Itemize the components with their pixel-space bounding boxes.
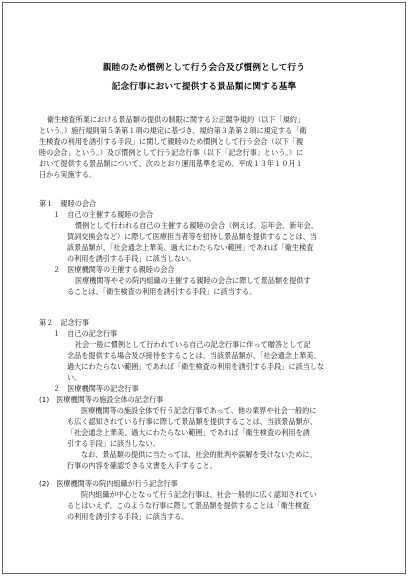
subitem-heading: (1) 医療機関等の施設全体の記念行事 (39, 395, 164, 404)
item-heading: ２ 医療機関等の主催する親睦の会合 (53, 265, 175, 274)
intro-line: 生検査の利用を誘引する手段」に関して親睦のため慣例として行う会合（以下「親 (39, 137, 304, 146)
body-line: 賀詞交換会など）に際して医療担当者等を招待し景品類を提供することは、当 (67, 232, 317, 241)
intro-line: 日から実施する。 (39, 170, 97, 179)
section-heading: 第１ 親睦の会合 (39, 199, 97, 208)
body-line: るとはいえず、このような行事に際して景品類を提供することは「衛生検査 (67, 501, 310, 510)
subitem-heading: (2) 医療機関等の院内組織が行う記念行事 (39, 479, 178, 488)
body-line: 社会一般に慣例として行われている自己の記念行事に伴って贈答として記 (75, 340, 311, 349)
item-heading: １ 自己の記念行事 (53, 329, 118, 338)
body-line: なお、景品類の提供に当たっては、社会的批判や誤解を受けないために、 (81, 450, 317, 459)
document-content (3, 3, 405, 573)
body-line: の利用を誘引する手段」に該当する。 (67, 512, 189, 521)
body-line: 「社会通念上華美、過大にわたらない範囲」であれば「衛生検査の利用を誘 (67, 428, 310, 437)
body-line: 医療機関等の施設全体で行う記念行事であって、他の業界や社会一般的に (81, 406, 317, 415)
body-line: 医療機関等やその院内組織の主催する親睦の会合に際して景品類を提供す (75, 276, 311, 285)
intro-line: 睦の会合」という。）及び慣例として行う記念行事（以下「記念行事」という。）に (39, 148, 304, 157)
body-line: 院内組織が中心となって行う記念行事は、社会一般的に広く認知されてい (81, 490, 317, 499)
item-heading: ２ 医療機関等の記念行事 (53, 384, 139, 393)
document-title-line-1: 親睦のため慣例として行う会合及び慣例として行う (102, 63, 306, 73)
body-line: 該景品類が、「社会通念上華美、過大にわたらない範囲」であれば「衛生検査 (67, 243, 314, 252)
body-line: い。 (67, 373, 82, 382)
body-line: 引する手段」に該当しない。 (67, 439, 160, 448)
intro-line: という。）施行規則第５条第１項の規定に基づき、規約第３条第２項に規定する「衛 (39, 126, 307, 135)
section-heading: 第２ 記念行事 (39, 318, 89, 327)
intro-line: 衛生検査所業における景品類の提供の制限に関する公正競争規約（以下「規約」 (47, 115, 305, 124)
document-title-line-2: 記念行事において提供する景品類に関する基準 (111, 82, 297, 92)
body-line: ることは、「衛生検査の利用を誘引する手段」に該当する。 (67, 287, 257, 296)
item-heading: １ 自己の主催する親睦の会合 (53, 210, 153, 219)
body-line: 行事の内容を確認できる文書を入手すること。 (67, 461, 217, 470)
intro-line: おいて提供する景品類について、次のとおり運用基準を定め、平成１３年１０月１ (39, 159, 303, 168)
document-page (2, 2, 406, 574)
body-line: も広く認知されている行事に際して景品類を提供することは、当該景品類が、 (67, 417, 317, 426)
body-line: 過大にわたらない範囲」であれば「衛生検査の利用を誘引する手段」に該当しな (67, 362, 325, 371)
body-line: 慣例として行われる自己の主催する親睦の会合（例えば、忘年会、新年会、 (75, 221, 318, 230)
body-line: の利用を誘引する手段」に該当しない。 (67, 254, 196, 263)
body-line: 念品を提供する場合及び接待をすることは、当該景品類が、「社会通念上華美、 (67, 351, 321, 360)
